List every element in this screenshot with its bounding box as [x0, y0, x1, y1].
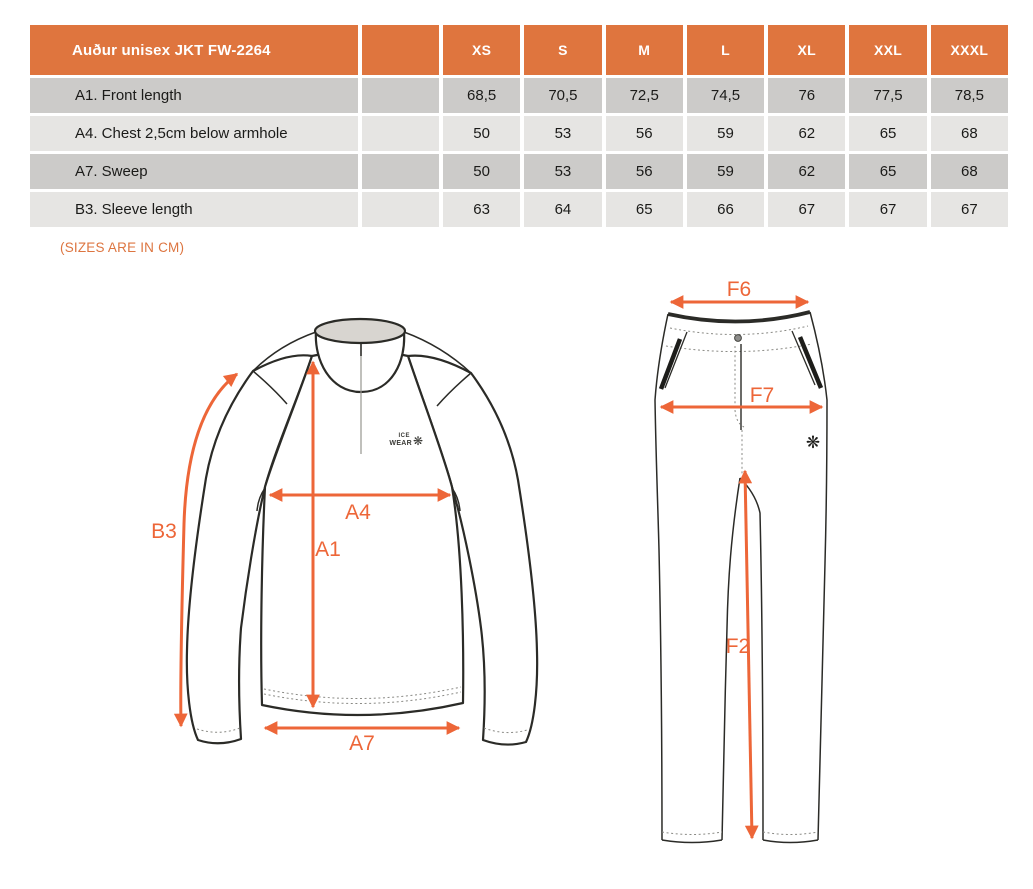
a1-label: A1 [315, 538, 341, 561]
table-cell: 62 [768, 116, 845, 151]
table-cell: 68,5 [443, 78, 520, 113]
table-cell: 53 [524, 116, 601, 151]
size-header-xxl: XXL [849, 25, 926, 75]
row-spacer [362, 116, 439, 151]
table-cell: 53 [524, 154, 601, 189]
table-cell: 62 [768, 154, 845, 189]
size-header-xxxl: XXXL [931, 25, 1008, 75]
jacket-drawing [140, 298, 570, 760]
table-cell: 70,5 [524, 78, 601, 113]
table-cell: 65 [606, 192, 683, 227]
jacket-collar-opening [315, 319, 405, 343]
row-spacer [362, 78, 439, 113]
row-spacer [362, 192, 439, 227]
f2-label: F2 [725, 635, 751, 658]
snowflake-icon: ❋ [805, 433, 821, 452]
table-cell: 50 [443, 116, 520, 151]
table-title: Auður unisex JKT FW-2264 [30, 25, 358, 75]
row-label-front-length: A1. Front length [30, 78, 358, 113]
table-header-spacer [362, 25, 439, 75]
row-spacer [362, 154, 439, 189]
table-cell: 65 [849, 116, 926, 151]
table-cell: 56 [606, 116, 683, 151]
table-cell: 77,5 [849, 78, 926, 113]
f7-label: F7 [749, 384, 775, 407]
row-label-chest: A4. Chest 2,5cm below armhole [30, 116, 358, 151]
table-cell: 72,5 [606, 78, 683, 113]
table-cell: 67 [849, 192, 926, 227]
waist-button [735, 335, 742, 342]
snowflake-icon: ❋ [413, 434, 424, 448]
size-header-xl: XL [768, 25, 845, 75]
table-cell: 67 [768, 192, 845, 227]
table-cell: 68 [931, 154, 1008, 189]
b3-label: B3 [151, 520, 177, 543]
size-table [30, 25, 1008, 227]
size-header-m: M [606, 25, 683, 75]
icewear-logo-line2: WEAR [389, 440, 412, 447]
size-header-s: S [524, 25, 601, 75]
table-cell: 59 [687, 116, 764, 151]
table-cell: 56 [606, 154, 683, 189]
pants-drawing [640, 280, 890, 872]
table-cell: 78,5 [931, 78, 1008, 113]
sizes-unit-note: (SIZES ARE IN CM) [60, 240, 185, 255]
row-label-sweep: A7. Sweep [30, 154, 358, 189]
table-cell: 74,5 [687, 78, 764, 113]
size-header-l: L [687, 25, 764, 75]
table-cell: 66 [687, 192, 764, 227]
row-label-sleeve-length: B3. Sleeve length [30, 192, 358, 227]
table-cell: 50 [443, 154, 520, 189]
size-header-xs: XS [443, 25, 520, 75]
f6-label: F6 [726, 280, 752, 301]
table-cell: 65 [849, 154, 926, 189]
table-cell: 64 [524, 192, 601, 227]
table-cell: 63 [443, 192, 520, 227]
a7-label: A7 [349, 732, 375, 755]
table-cell: 76 [768, 78, 845, 113]
table-cell: 67 [931, 192, 1008, 227]
a4-label: A4 [345, 501, 371, 524]
table-cell: 68 [931, 116, 1008, 151]
table-cell: 59 [687, 154, 764, 189]
icewear-logo-line1: ICE [398, 433, 410, 439]
